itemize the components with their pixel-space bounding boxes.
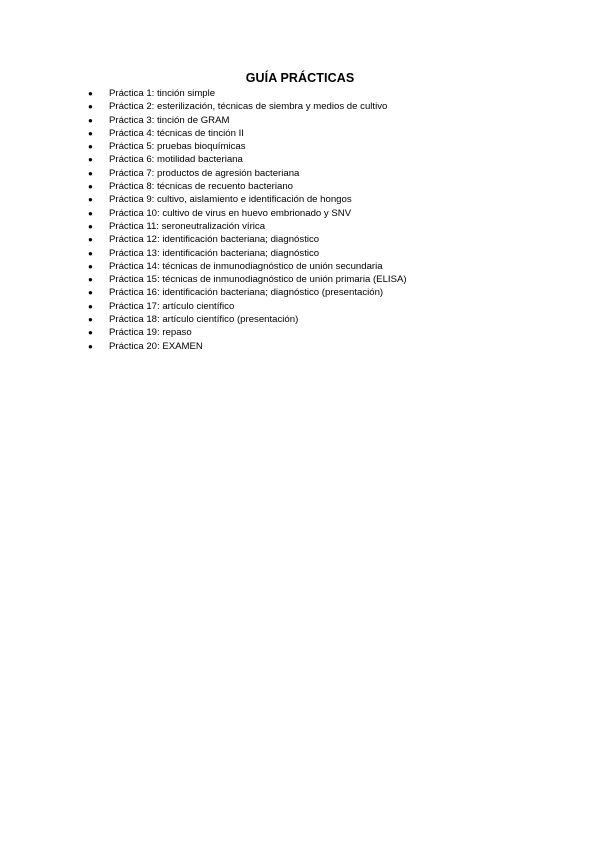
list-item-text: Práctica 3: tinción de GRAM <box>109 114 230 126</box>
list-item-text: Práctica 17: artículo científico <box>109 300 235 312</box>
bullet-icon: ● <box>88 315 93 325</box>
bullet-icon: ● <box>88 168 93 178</box>
bullet-icon: ● <box>88 208 93 218</box>
list-item-text: Práctica 6: motilidad bacteriana <box>109 154 243 166</box>
list-item-text: Práctica 14: técnicas de inmunodiagnóstico de unión secundaria <box>109 260 383 272</box>
list-item-text: Práctica 5: pruebas bioquímicas <box>109 141 246 153</box>
bullet-icon: ● <box>88 102 93 112</box>
list-item-text: Práctica 9: cultivo, aislamiento e identificación de hongos <box>109 194 352 206</box>
list-item-text: Práctica 18: artículo científico (presentación) <box>109 314 299 326</box>
list-item-text: Práctica 12: identificación bacteriana; diagnóstico <box>109 234 320 246</box>
bullet-icon: ● <box>88 155 93 165</box>
page-title: GUÍA PRÁCTICAS <box>245 71 355 85</box>
list-item-text: Práctica 13: identificación bacteriana; diagnóstico <box>109 247 320 259</box>
list-item-text: Práctica 10: cultivo de virus en huevo embrionado y SNV <box>109 207 352 219</box>
bullet-icon: ● <box>88 328 93 338</box>
list-item-text: Práctica 1: tinción simple <box>109 88 216 99</box>
list-item-text: Práctica 4: técnicas de tinción II <box>109 127 244 139</box>
list-item-text: Práctica 8: técnicas de recuento bacteriano <box>109 181 293 193</box>
list-item-text: Práctica 15: técnicas de inmunodiagnóstico de unión primaria (ELISA) <box>109 274 407 286</box>
bullet-icon: ● <box>88 115 93 125</box>
bullet-icon: ● <box>88 275 93 285</box>
bullet-icon: ● <box>88 89 93 98</box>
bullet-icon: ● <box>88 142 93 152</box>
bullet-icon: ● <box>88 261 93 271</box>
bullet-icon: ● <box>88 221 93 231</box>
list-item-text: Práctica 19: repaso <box>109 327 192 339</box>
bullet-icon: ● <box>88 195 93 205</box>
bullet-icon: ● <box>88 128 93 138</box>
list-item-text: Práctica 11: seroneutralización vírica <box>109 220 266 232</box>
bullet-icon: ● <box>88 301 93 311</box>
list-item-text: Práctica 7: productos de agresión bacteriana <box>109 167 300 179</box>
bullet-icon: ● <box>88 288 93 298</box>
bullet-icon: ● <box>88 182 93 192</box>
bullet-icon: ● <box>88 235 93 245</box>
list-item-text: Práctica 20: EXAMEN <box>109 340 203 352</box>
bullet-icon: ● <box>88 248 93 258</box>
list-item-text: Práctica 16: identificación bacteriana; diagnóstico (presentación) <box>109 287 384 299</box>
list-item-text: Práctica 2: esterilización, técnicas de siembra y medios de cultivo <box>109 101 388 113</box>
bullet-icon: ● <box>88 341 93 351</box>
